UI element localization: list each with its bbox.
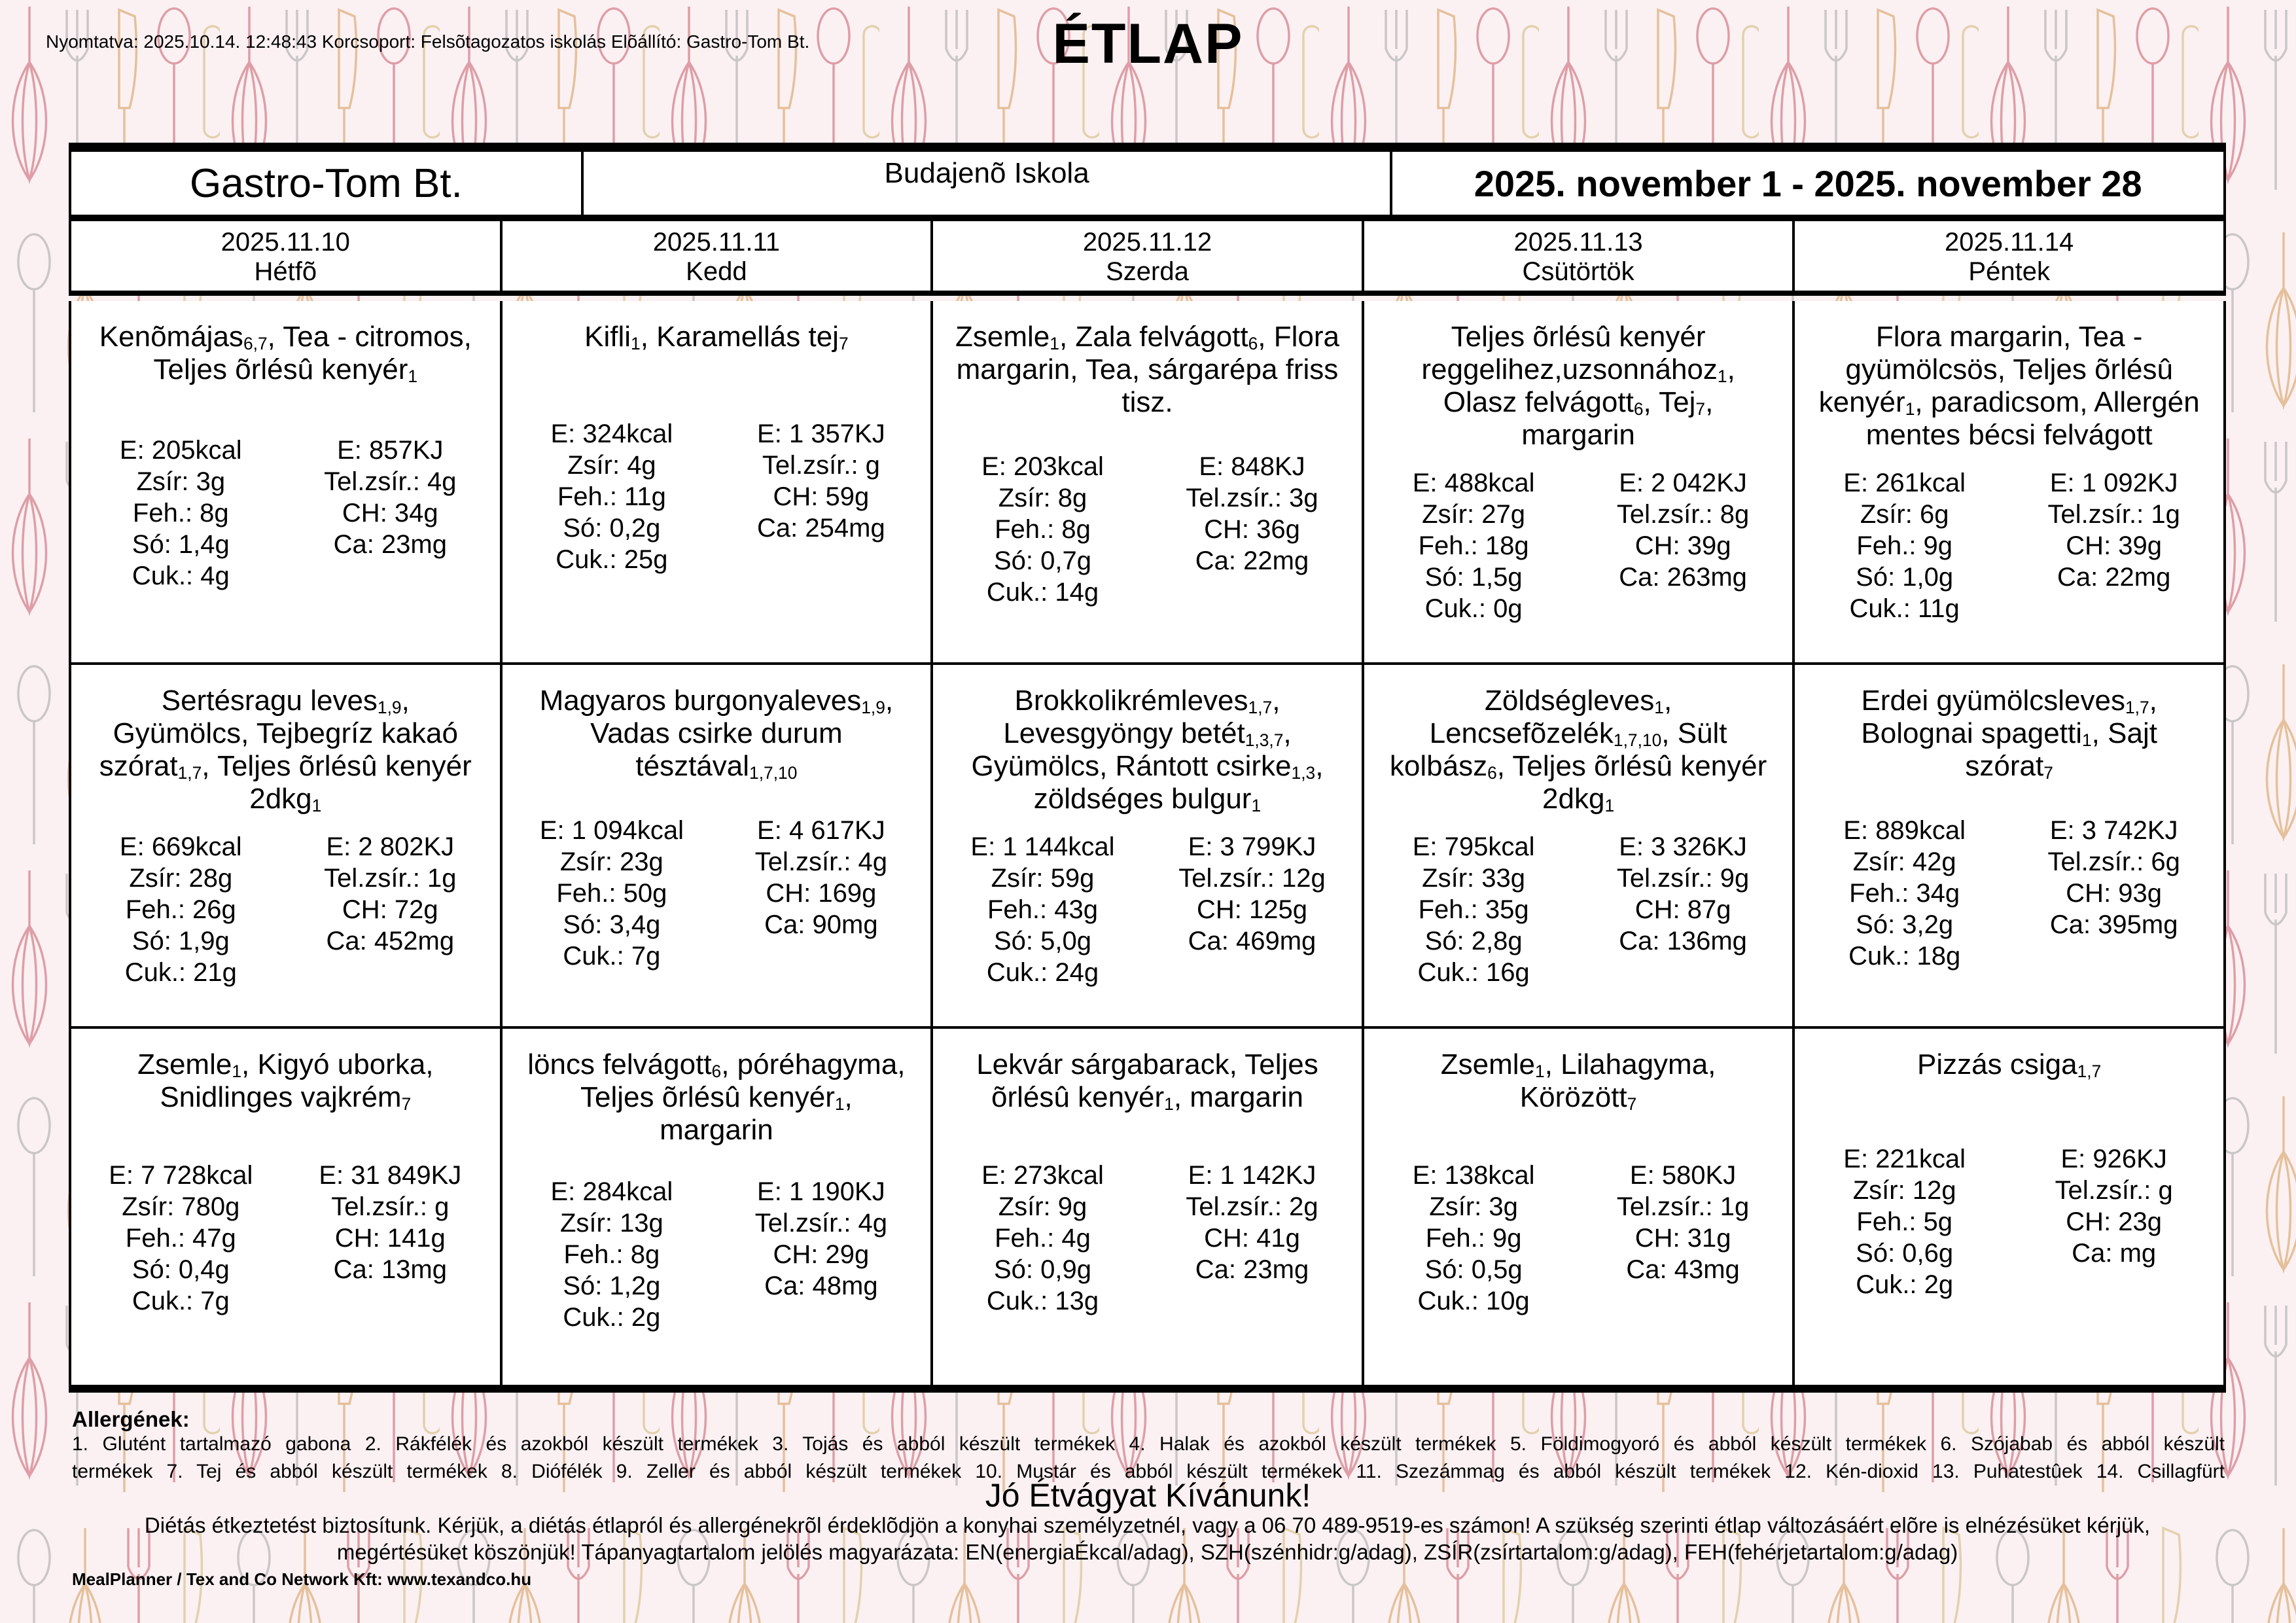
nutrition-line: Só: 0,7g bbox=[993, 546, 1091, 576]
nutrition-line: Ca: 90mg bbox=[764, 910, 878, 940]
day-date: 2025.11.13 bbox=[1513, 228, 1643, 257]
meal-name: Lekvár sárgabarack, Teljes õrlésû kenyér$_1$, margarin bbox=[976, 1048, 1318, 1114]
nutrition-line: Cuk.: 2g bbox=[563, 1303, 661, 1332]
nutrition-left-column bbox=[99, 831, 262, 988]
mealplanner-credit: MealPlanner / Tex and Co Network Kft: www.texandco.hu bbox=[72, 1569, 532, 1589]
nutrition-right-column bbox=[1601, 467, 1765, 624]
nutrition-line: CH: 87g bbox=[1634, 895, 1731, 925]
meal-cell bbox=[71, 301, 503, 662]
allergen-subscript: 7 bbox=[2043, 763, 2053, 783]
nutrition-line: Só: 1,2g bbox=[563, 1272, 661, 1301]
nutrition-line: CH: 93g bbox=[2066, 879, 2163, 908]
nutrition-line: Ca: 254mg bbox=[757, 514, 885, 543]
nutrition-line: Tel.zsír.: 1g bbox=[324, 864, 457, 893]
nutrition-line: Zsír: 59g bbox=[991, 864, 1095, 893]
meal-name: Zsemle$_1$, Lilahagyma, Körözött$_7$ bbox=[1440, 1048, 1716, 1114]
nutrition-line: E: 4 617KJ bbox=[757, 816, 885, 846]
nutrition-right-column bbox=[2032, 815, 2196, 972]
day-header-friday bbox=[1795, 221, 2223, 291]
nutrition-columns bbox=[961, 451, 1333, 608]
nutrition-left-column bbox=[530, 418, 694, 575]
nutrition-block bbox=[82, 386, 489, 640]
nutrition-line: Só: 1,9g bbox=[132, 927, 230, 956]
nutrition-block bbox=[944, 1114, 1351, 1363]
nutrition-line: E: 1 142KJ bbox=[1188, 1161, 1316, 1190]
nutrition-line: Feh.: 47g bbox=[125, 1224, 236, 1253]
nutrition-line: Feh.: 35g bbox=[1418, 895, 1529, 925]
nutrition-left-column bbox=[961, 1160, 1124, 1317]
nutrition-right-column bbox=[1601, 1160, 1765, 1317]
nutrition-columns bbox=[99, 435, 472, 592]
meal-cell bbox=[503, 301, 934, 662]
nutrition-line: Ca: 43mg bbox=[1626, 1255, 1740, 1285]
nutrition-line: Só: 0,2g bbox=[563, 514, 661, 543]
nutrition-line: Tel.zsír.: g bbox=[2055, 1176, 2173, 1205]
nutrition-left-column bbox=[99, 435, 262, 592]
meal-name: Flora margarin, Tea - gyümölcsös, Teljes õrlésû kenyér$_1$, paradicsom, Allergén mentes bécsi felvágott bbox=[1818, 321, 2200, 452]
allergen-subscript: 1,9 bbox=[377, 697, 402, 717]
nutrition-right-column bbox=[1170, 1160, 1333, 1317]
day-date: 2025.11.11 bbox=[652, 228, 781, 257]
meal-cell bbox=[1364, 665, 1795, 1026]
nutrition-line: Tel.zsír.: 1g bbox=[2047, 500, 2180, 529]
nutrition-line: Ca: 23mg bbox=[1195, 1255, 1309, 1285]
allergen-subscript: 6 bbox=[1248, 333, 1258, 353]
nutrition-block bbox=[82, 816, 489, 1004]
nutrition-line: Zsír: 3g bbox=[136, 467, 226, 497]
meal-name: Magyaros burgonyaleves$_{1,9}$, Vadas csirke durum tésztával$_{1,7,10}$ bbox=[539, 685, 894, 783]
allergen-subscript: 7 bbox=[1627, 1094, 1637, 1114]
date-range: 2025. november 1 - 2025. november 28 bbox=[1474, 162, 2142, 204]
nutrition-line: Tel.zsír.: 4g bbox=[324, 467, 457, 497]
nutrition-right-column bbox=[1601, 831, 1765, 988]
day-header-thursday bbox=[1364, 221, 1795, 291]
nutrition-columns bbox=[1392, 1160, 1765, 1317]
nutrition-line: Tel.zsír.: 8g bbox=[1616, 500, 1750, 529]
allergen-subscript: 1 bbox=[408, 366, 418, 386]
nutrition-line: Ca: 469mg bbox=[1188, 927, 1316, 956]
nutrition-line: Tel.zsír.: 4g bbox=[754, 1209, 888, 1238]
allergen-subscript: 1,7 bbox=[2125, 697, 2149, 717]
nutrition-columns bbox=[1823, 1143, 2196, 1300]
nutrition-left-column bbox=[1392, 1160, 1555, 1317]
day-name: Kedd bbox=[686, 257, 747, 286]
allergen-subscript: 7 bbox=[1695, 399, 1706, 419]
nutrition-columns bbox=[99, 1160, 472, 1317]
nutrition-line: Feh.: 9g bbox=[1856, 531, 1953, 561]
meal-cell bbox=[933, 301, 1364, 662]
nutrition-line: E: 1 144kcal bbox=[970, 832, 1115, 862]
nutrition-line: Ca: mg bbox=[2072, 1239, 2157, 1268]
allergen-subscript: 1 bbox=[1717, 366, 1727, 386]
nutrition-line: Tel.zsír.: 6g bbox=[2047, 847, 2180, 877]
nutrition-line: Cuk.: 2g bbox=[1856, 1270, 1954, 1300]
nutrition-line: E: 926KJ bbox=[2060, 1145, 2167, 1174]
nutrition-right-column bbox=[2032, 1143, 2196, 1300]
nutrition-line: E: 284kcal bbox=[550, 1177, 673, 1207]
nutrition-left-column bbox=[1823, 467, 1987, 624]
nutrition-left-column bbox=[961, 831, 1124, 988]
meal-cell bbox=[1364, 1029, 1795, 1385]
allergen-subscript: 1 bbox=[311, 796, 322, 816]
nutrition-line: Só: 0,6g bbox=[1856, 1239, 1954, 1268]
day-header-wednesday bbox=[933, 221, 1364, 291]
meal-cell bbox=[1364, 301, 1795, 662]
nutrition-line: Ca: 13mg bbox=[333, 1255, 447, 1285]
nutrition-columns bbox=[961, 1160, 1333, 1317]
nutrition-line: Zsír: 42g bbox=[1852, 847, 1956, 877]
nutrition-line: Tel.zsír.: g bbox=[331, 1192, 450, 1222]
nutrition-left-column bbox=[1392, 831, 1555, 988]
nutrition-line: CH: 39g bbox=[2066, 531, 2163, 561]
nutrition-line: CH: 59g bbox=[773, 482, 870, 512]
nutrition-line: E: 857KJ bbox=[337, 436, 444, 465]
allergen-subscript: 1,7 bbox=[2077, 1061, 2102, 1081]
allergen-subscript: 1,3 bbox=[1291, 763, 1316, 783]
nutrition-line: Só: 0,5g bbox=[1424, 1255, 1523, 1285]
nutrition-columns bbox=[530, 815, 903, 972]
nutrition-line: Tel.zsír.: g bbox=[762, 451, 880, 480]
nutrition-line: Ca: 263mg bbox=[1619, 563, 1747, 592]
nutrition-line: E: 3 799KJ bbox=[1188, 832, 1316, 862]
nutrition-columns bbox=[530, 1176, 903, 1333]
allergens-line-2: termékek 7. Tej és abból készült termékek 8. Diófélék 9. Zeller és abból készült termékek 10. Mustár és abból készült termékek 11. Szezámmag és abból készült termékek 12. Kén-dioxid 13. Puhatestûek 14. Csillagfürt bbox=[72, 1461, 2225, 1482]
nutrition-line: E: 205kcal bbox=[119, 436, 242, 465]
allergen-subscript: 1,7 bbox=[1248, 697, 1273, 717]
nutrition-line: Cuk.: 21g bbox=[124, 958, 237, 988]
allergen-subscript: 1 bbox=[1604, 796, 1615, 816]
provider-name: Gastro-Tom Bt. bbox=[71, 152, 584, 215]
nutrition-line: Feh.: 43g bbox=[987, 895, 1098, 925]
nutrition-right-column bbox=[2032, 467, 2196, 624]
nutrition-columns bbox=[961, 831, 1333, 988]
allergen-subscript: 1 bbox=[232, 1061, 242, 1081]
nutrition-line: Tel.zsír.: 9g bbox=[1616, 864, 1750, 893]
nutrition-left-column bbox=[1823, 815, 1987, 972]
nutrition-line: Só: 2,8g bbox=[1424, 927, 1523, 956]
allergen-subscript: 1,9 bbox=[861, 697, 885, 717]
allergen-subscript: 1 bbox=[2081, 730, 2092, 750]
nutrition-line: E: 848KJ bbox=[1199, 452, 1305, 482]
nutrition-line: Tel.zsír.: 4g bbox=[754, 847, 888, 877]
allergen-subscript: 6,7 bbox=[243, 333, 268, 353]
nutrition-right-column bbox=[1170, 831, 1333, 988]
nutrition-line: E: 7 728kcal bbox=[109, 1161, 253, 1190]
nutrition-line: Só: 1,5g bbox=[1424, 563, 1523, 592]
allergen-subscript: 1,7 bbox=[177, 763, 202, 783]
day-name: Péntek bbox=[1968, 257, 2050, 286]
nutrition-line: Cuk.: 10g bbox=[1417, 1287, 1530, 1316]
nutrition-block bbox=[944, 419, 1351, 640]
meal-name: Zsemle$_1$, Zala felvágott$_6$, Flora margarin, Tea, sárgarépa friss tisz. bbox=[955, 321, 1339, 419]
meal-name: Zsemle$_1$, Kigyó uborka, Snidlinges vajkrém$_7$ bbox=[137, 1048, 434, 1114]
nutrition-line: E: 488kcal bbox=[1412, 469, 1535, 498]
meal-name: Teljes õrlésû kenyér reggelihez,uzsonnához$_1$, Olasz felvágott$_6$, Tej$_7$, margarin bbox=[1421, 321, 1735, 452]
nutrition-right-column bbox=[308, 1160, 472, 1317]
diet-info-text: Diétás étkeztetést biztosítunk. Kérjük, a diétás étlapról és allergénekrõl érdeklõdjön a konyhai személyzetnél, vagy a 06 70 489-9519-es számon! A szükség szerinti étlap változásáért elõre is elnézésüket kérjük, megértésüket köszönjük! Tápanyagtartalom jelölés magyarázata: EN(energiaÉkcal/adag), SZH(szénhidr:g/adag), ZSÍR(zsírtartalom:g/adag), FEH(fehérjetartalom:g/adag) bbox=[144, 1513, 2151, 1565]
school-name: Budajenõ Iskola bbox=[584, 152, 1393, 215]
day-date: 2025.11.12 bbox=[1082, 228, 1212, 257]
print-info: Nyomtatva: 2025.10.14. 12:48:43 Korcsoport: Felsõtagozatos iskolás Elõállító: Gastro-Tom Bt. bbox=[46, 31, 810, 52]
nutrition-block bbox=[1375, 1114, 1782, 1363]
allergen-subscript: 1 bbox=[1535, 1061, 1545, 1081]
nutrition-line: Zsír: 12g bbox=[1852, 1176, 1956, 1205]
meal-name: Kifli$_1$, Karamellás tej$_7$ bbox=[584, 321, 849, 353]
meal-cell bbox=[933, 665, 1364, 1026]
nutrition-line: Zsír: 27g bbox=[1422, 500, 1525, 529]
allergen-subscript: 6 bbox=[711, 1061, 722, 1081]
nutrition-line: Cuk.: 0g bbox=[1424, 594, 1523, 624]
meal-cell bbox=[1795, 1029, 2223, 1385]
nutrition-line: E: 3 742KJ bbox=[2049, 816, 2178, 846]
meal-name: Sertésragu leves$_{1,9}$, Gyümölcs, Tejbegríz kakaó szórat$_{1,7}$, Teljes õrlésû kenyér 2dkg$_1$ bbox=[99, 685, 472, 816]
allergen-subscript: 7 bbox=[401, 1094, 412, 1114]
nutrition-line: CH: 39g bbox=[1634, 531, 1731, 561]
nutrition-right-column bbox=[739, 418, 903, 575]
nutrition-columns bbox=[1823, 815, 2196, 972]
nutrition-line: E: 1 190KJ bbox=[757, 1177, 885, 1207]
nutrition-block bbox=[513, 783, 921, 1004]
nutrition-line: Zsír: 780g bbox=[122, 1192, 240, 1222]
allergen-subscript: 1,7,10 bbox=[749, 763, 798, 783]
header-table bbox=[69, 143, 2226, 221]
nutrition-line: E: 221kcal bbox=[1843, 1145, 1966, 1174]
nutrition-line: E: 1 092KJ bbox=[2049, 469, 2178, 498]
meal-cell bbox=[71, 1029, 503, 1385]
allergen-subscript: 1 bbox=[631, 333, 641, 353]
allergen-subscript: 1 bbox=[1164, 1094, 1174, 1114]
nutrition-line: Só: 0,9g bbox=[993, 1255, 1091, 1285]
nutrition-line: CH: 72g bbox=[342, 895, 438, 925]
allergens-line-1: 1. Glutént tartalmazó gabona 2. Rákfélék és azokból készült termékek 3. Tojás és abból készült termékek 4. Halak és azokból készült termékek 5. Földimogyoró és abból készült termékek 6. Szójabab és abból készült bbox=[72, 1433, 2225, 1455]
day-name: Szerda bbox=[1106, 257, 1189, 286]
day-header-row bbox=[69, 221, 2226, 296]
nutrition-line: E: 3 326KJ bbox=[1619, 832, 1747, 862]
bon-appetit-text: Jó Étvágyat Kívánunk! bbox=[985, 1477, 1311, 1514]
nutrition-line: Zsír: 23g bbox=[559, 847, 663, 877]
nutrition-line: CH: 23g bbox=[2066, 1207, 2163, 1237]
allergen-subscript: 7 bbox=[838, 333, 849, 353]
menu-row bbox=[71, 665, 2223, 1029]
nutrition-line: E: 669kcal bbox=[119, 832, 242, 862]
day-header-monday bbox=[71, 221, 503, 291]
nutrition-line: Tel.zsír.: 1g bbox=[1616, 1192, 1750, 1222]
day-name: Csütörtök bbox=[1522, 257, 1634, 286]
nutrition-line: Só: 3,2g bbox=[1856, 910, 1954, 940]
nutrition-columns bbox=[530, 418, 903, 575]
nutrition-line: Feh.: 26g bbox=[125, 895, 236, 925]
nutrition-line: Zsír: 8g bbox=[998, 484, 1087, 513]
nutrition-columns bbox=[1823, 467, 2196, 624]
nutrition-line: Cuk.: 11g bbox=[1849, 594, 1960, 624]
nutrition-line: CH: 169g bbox=[766, 879, 877, 908]
nutrition-line: E: 580KJ bbox=[1629, 1161, 1737, 1190]
nutrition-line: Cuk.: 18g bbox=[1848, 942, 1961, 971]
nutrition-right-column bbox=[1170, 451, 1333, 608]
nutrition-line: Feh.: 34g bbox=[1849, 879, 1960, 908]
nutrition-line: CH: 29g bbox=[773, 1240, 870, 1270]
allergen-subscript: 1 bbox=[1654, 697, 1664, 717]
nutrition-line: Tel.zsír.: 12g bbox=[1178, 864, 1326, 893]
nutrition-line: E: 889kcal bbox=[1843, 816, 1966, 846]
nutrition-right-column bbox=[739, 1176, 903, 1333]
nutrition-line: E: 31 849KJ bbox=[319, 1161, 462, 1190]
meal-cell bbox=[503, 1029, 934, 1385]
allergen-subscript: 1,7,10 bbox=[1613, 730, 1662, 750]
nutrition-block bbox=[82, 1114, 489, 1363]
nutrition-line: Ca: 136mg bbox=[1619, 927, 1747, 956]
nutrition-line: Ca: 23mg bbox=[333, 530, 447, 560]
meal-cell bbox=[71, 665, 503, 1026]
nutrition-line: E: 273kcal bbox=[981, 1161, 1104, 1190]
nutrition-line: E: 2 802KJ bbox=[326, 832, 455, 862]
nutrition-block bbox=[513, 353, 921, 640]
menu-grid bbox=[69, 301, 2226, 1393]
nutrition-line: E: 795kcal bbox=[1412, 832, 1535, 862]
nutrition-line: Só: 1,0g bbox=[1856, 563, 1954, 592]
menu-row bbox=[71, 1029, 2223, 1385]
nutrition-line: Só: 0,4g bbox=[132, 1255, 230, 1285]
nutrition-line: Feh.: 9g bbox=[1425, 1224, 1522, 1253]
allergen-subscript: 1 bbox=[1905, 399, 1915, 419]
nutrition-left-column bbox=[530, 815, 694, 972]
nutrition-left-column bbox=[1392, 467, 1555, 624]
nutrition-line: Cuk.: 4g bbox=[132, 562, 230, 591]
nutrition-left-column bbox=[1823, 1143, 1987, 1300]
nutrition-line: Zsír: 28g bbox=[129, 864, 233, 893]
nutrition-line: Zsír: 13g bbox=[559, 1209, 663, 1238]
nutrition-line: CH: 41g bbox=[1204, 1224, 1300, 1253]
allergen-subscript: 1,3,7 bbox=[1245, 730, 1284, 750]
nutrition-line: Ca: 395mg bbox=[2049, 910, 2178, 940]
nutrition-columns bbox=[1392, 831, 1765, 988]
nutrition-left-column bbox=[99, 1160, 262, 1317]
nutrition-line: Feh.: 50g bbox=[556, 879, 667, 908]
meal-name: Kenõmájas$_{6,7}$, Tea - citromos, Teljes õrlésû kenyér$_1$ bbox=[99, 321, 472, 386]
nutrition-line: CH: 125g bbox=[1196, 895, 1307, 925]
nutrition-block bbox=[1375, 452, 1782, 640]
meal-name: Pizzás csiga$_{1,7}$ bbox=[1917, 1048, 2102, 1081]
nutrition-left-column bbox=[961, 451, 1124, 608]
allergen-subscript: 6 bbox=[1633, 399, 1644, 419]
nutrition-block bbox=[1805, 1081, 2213, 1363]
nutrition-line: CH: 31g bbox=[1634, 1224, 1731, 1253]
nutrition-line: Feh.: 8g bbox=[563, 1240, 660, 1270]
nutrition-columns bbox=[1392, 467, 1765, 624]
nutrition-line: Só: 3,4g bbox=[563, 910, 661, 940]
page-title: ÉTLAP bbox=[1052, 12, 1244, 75]
nutrition-line: Só: 1,4g bbox=[132, 530, 230, 560]
nutrition-line: Zsír: 6g bbox=[1860, 500, 1949, 529]
nutrition-line: E: 1 357KJ bbox=[757, 419, 885, 449]
nutrition-line: Feh.: 5g bbox=[1856, 1207, 1953, 1237]
nutrition-line: Tel.zsír.: 2g bbox=[1186, 1192, 1318, 1222]
nutrition-line: E: 138kcal bbox=[1412, 1161, 1535, 1190]
nutrition-line: Cuk.: 16g bbox=[1417, 958, 1530, 988]
nutrition-line: Zsír: 4g bbox=[567, 451, 656, 480]
meal-cell bbox=[933, 1029, 1364, 1385]
nutrition-line: Ca: 22mg bbox=[2057, 563, 2171, 592]
nutrition-line: E: 261kcal bbox=[1843, 469, 1966, 498]
nutrition-right-column bbox=[308, 435, 472, 592]
menu-row bbox=[71, 301, 2223, 665]
nutrition-columns bbox=[99, 831, 472, 988]
allergen-subscript: 1 bbox=[834, 1094, 845, 1114]
nutrition-line: Cuk.: 25g bbox=[556, 545, 668, 575]
day-date: 2025.11.10 bbox=[221, 228, 350, 257]
meal-name: Zöldségleves$_1$, Lencsefõzelék$_{1,7,10}$, Sült kolbász$_6$, Teljes õrlésû kenyér 2dkg$_1$ bbox=[1389, 685, 1767, 816]
meal-name: löncs felvágott$_6$, póréhagyma, Teljes õrlésû kenyér$_1$, margarin bbox=[527, 1048, 906, 1147]
nutrition-block bbox=[1375, 816, 1782, 1004]
allergen-subscript: 1 bbox=[1251, 796, 1262, 816]
meal-cell bbox=[1795, 301, 2223, 662]
nutrition-line: E: 1 094kcal bbox=[539, 816, 684, 846]
nutrition-line: Zsír: 3g bbox=[1429, 1192, 1518, 1222]
nutrition-line: CH: 34g bbox=[342, 499, 438, 528]
nutrition-line: Zsír: 33g bbox=[1422, 864, 1525, 893]
nutrition-block bbox=[513, 1147, 921, 1363]
nutrition-line: Cuk.: 24g bbox=[986, 958, 1099, 988]
allergen-subscript: 1 bbox=[1050, 333, 1059, 353]
nutrition-line: Feh.: 18g bbox=[1418, 531, 1529, 561]
nutrition-line: Feh.: 8g bbox=[995, 515, 1091, 544]
meal-name: Brokkolikrémleves$_{1,7}$, Levesgyöngy betét$_{1,3,7}$, Gyümölcs, Rántott csirke$_{1,3}$, zöldséges bulgur$_1$ bbox=[971, 685, 1324, 816]
nutrition-line: Cuk.: 7g bbox=[132, 1287, 230, 1316]
allergen-subscript: 6 bbox=[1487, 763, 1497, 783]
nutrition-line: Ca: 48mg bbox=[764, 1272, 878, 1301]
nutrition-line: Ca: 452mg bbox=[326, 927, 455, 956]
meal-name: Erdei gyümölcsleves$_{1,7}$, Bolognai spagetti$_1$, Sajt szórat$_7$ bbox=[1861, 685, 2157, 783]
nutrition-block bbox=[1805, 783, 2213, 1004]
day-name: Hétfõ bbox=[254, 257, 317, 286]
nutrition-line: Feh.: 4g bbox=[995, 1224, 1091, 1253]
nutrition-line: Ca: 22mg bbox=[1195, 546, 1309, 576]
nutrition-line: Só: 5,0g bbox=[993, 927, 1091, 956]
nutrition-left-column bbox=[530, 1176, 694, 1333]
nutrition-line: Cuk.: 7g bbox=[563, 942, 661, 971]
nutrition-right-column bbox=[308, 831, 472, 988]
nutrition-right-column bbox=[739, 815, 903, 972]
day-date: 2025.11.14 bbox=[1945, 228, 2074, 257]
nutrition-line: E: 324kcal bbox=[550, 419, 673, 449]
meal-cell bbox=[1795, 665, 2223, 1026]
nutrition-line: Zsír: 9g bbox=[998, 1192, 1087, 1222]
nutrition-block bbox=[1805, 452, 2213, 640]
nutrition-line: Feh.: 8g bbox=[132, 499, 229, 528]
nutrition-line: CH: 141g bbox=[334, 1224, 446, 1253]
nutrition-line: Cuk.: 14g bbox=[986, 578, 1099, 607]
nutrition-line: E: 203kcal bbox=[981, 452, 1104, 482]
allergens-title: Allergének: bbox=[72, 1407, 190, 1431]
nutrition-line: Cuk.: 13g bbox=[986, 1287, 1099, 1316]
day-header-tuesday bbox=[503, 221, 934, 291]
nutrition-line: CH: 36g bbox=[1204, 515, 1300, 544]
nutrition-line: Tel.zsír.: 3g bbox=[1186, 484, 1318, 513]
nutrition-line: Feh.: 11g bbox=[557, 482, 666, 512]
nutrition-line: E: 2 042KJ bbox=[1619, 469, 1747, 498]
nutrition-block bbox=[944, 816, 1351, 1004]
meal-cell bbox=[503, 665, 934, 1026]
